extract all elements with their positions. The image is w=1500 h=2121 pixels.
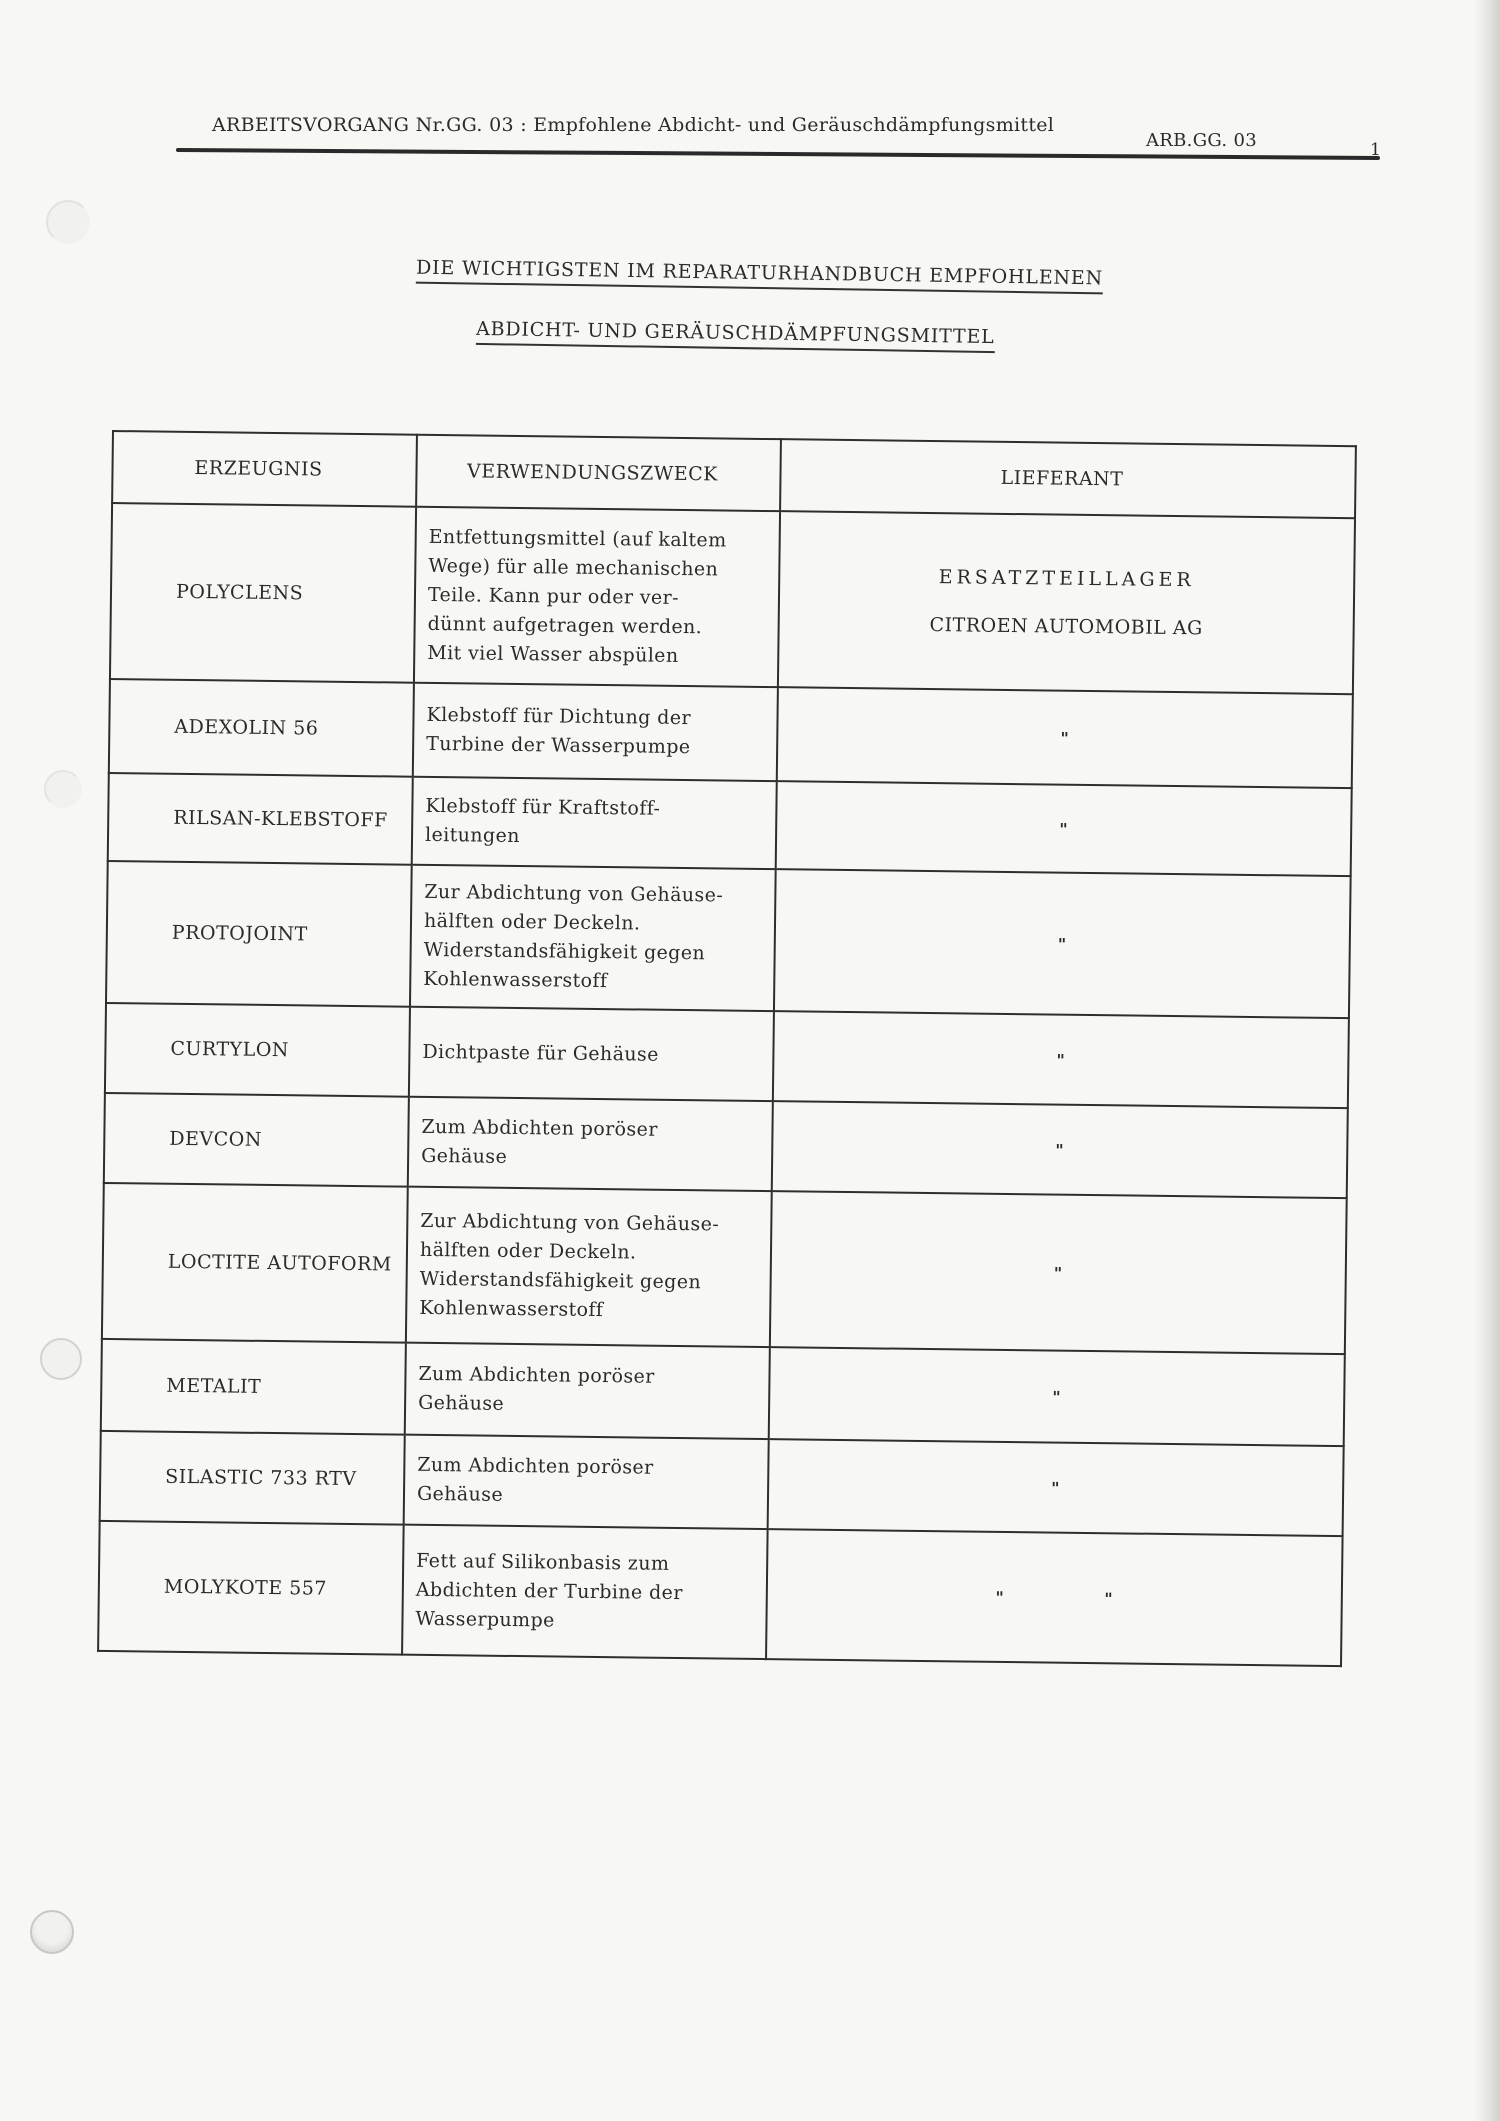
column-header-supplier: LIEFERANT xyxy=(780,439,1356,518)
punch-hole xyxy=(30,1910,74,1954)
purpose-line: Kohlenwasserstoff xyxy=(419,1296,604,1322)
purpose-cell xyxy=(404,1435,769,1529)
punch-hole xyxy=(46,200,90,244)
product-name: RILSAN-KLEBSTOFF xyxy=(108,773,413,865)
purpose-line: Wege) für alle mechanischen xyxy=(428,554,719,580)
purpose-cell xyxy=(413,683,778,781)
ditto-mark: " xyxy=(1060,728,1070,748)
table-row xyxy=(104,1093,1348,1198)
table-row xyxy=(108,773,1352,876)
table-row xyxy=(105,1003,1349,1108)
purpose-cell xyxy=(412,777,777,869)
purpose-line: Fett auf Silikonbasis zum xyxy=(416,1549,670,1575)
product-name: DEVCON xyxy=(104,1093,409,1187)
product-name: PROTOJOINT xyxy=(106,861,412,1007)
purpose-line: Dichtpaste für Gehäuse xyxy=(422,1040,659,1066)
products-table-wrapper xyxy=(97,430,1357,1683)
purpose-line: Wasserpumpe xyxy=(415,1607,555,1631)
purpose-line: Teile. Kann pur oder ver- xyxy=(427,583,680,609)
purpose-line: Entfettungsmittel (auf kaltem xyxy=(428,525,727,552)
products-table xyxy=(97,430,1357,1667)
punch-hole xyxy=(40,1338,82,1380)
purpose-line: Gehäuse xyxy=(418,1391,505,1415)
ditto-mark: " xyxy=(1059,819,1069,839)
ditto-mark: " xyxy=(1055,1140,1065,1160)
header-code: ARB.GG. 03 xyxy=(1146,130,1257,151)
product-name: MOLYKOTE 557 xyxy=(98,1521,404,1655)
supplier-cell xyxy=(776,781,1352,876)
purpose-cell xyxy=(409,1007,774,1101)
supplier-cell xyxy=(772,1101,1348,1198)
ditto-mark: " xyxy=(1053,1263,1063,1283)
purpose-line: Kohlenwasserstoff xyxy=(423,967,608,993)
ditto-mark: " xyxy=(995,1587,1005,1607)
supplier-cell xyxy=(774,869,1351,1018)
purpose-cell xyxy=(406,1187,772,1347)
purpose-cell xyxy=(410,865,776,1011)
purpose-line: Widerstandsfähigkeit gegen xyxy=(423,938,706,965)
ditto-mark: " xyxy=(1056,1050,1066,1070)
ditto-mark: " xyxy=(1057,934,1067,954)
ditto-mark: " xyxy=(1052,1387,1062,1407)
purpose-line: Klebstoff für Kraftstoff- xyxy=(425,794,661,820)
table-row xyxy=(100,1431,1344,1536)
purpose-line: dünnt aufgetragen werden. xyxy=(427,612,703,638)
supplier-cell xyxy=(777,687,1353,788)
purpose-line: Zur Abdichtung von Gehäuse- xyxy=(424,880,724,907)
ditto-mark: " xyxy=(1051,1478,1061,1498)
supplier-line2: CITROEN AUTOMOBIL AG xyxy=(929,614,1203,640)
purpose-cell xyxy=(414,507,780,687)
purpose-line: hälften oder Deckeln. xyxy=(423,909,641,935)
purpose-cell xyxy=(402,1525,768,1659)
product-name: METALIT xyxy=(101,1339,406,1435)
purpose-line: Zum Abdichten poröser xyxy=(418,1362,655,1388)
header-operation-title: ARBEITSVORGANG Nr.GG. 03 : Empfohlene Abdicht- und Geräuschdämpfungsmittel xyxy=(212,114,1055,136)
table-row xyxy=(109,679,1353,788)
page-edge-shadow xyxy=(1474,0,1500,2121)
product-name: SILASTIC 733 RTV xyxy=(100,1431,405,1525)
purpose-line: Zur Abdichtung von Gehäuse- xyxy=(420,1209,720,1236)
column-header-product: ERZEUGNIS xyxy=(112,431,417,507)
purpose-line: Gehäuse xyxy=(421,1144,508,1168)
product-name: POLYCLENS xyxy=(110,503,416,683)
purpose-line: Widerstandsfähigkeit gegen xyxy=(419,1267,702,1294)
product-name: ADEXOLIN 56 xyxy=(109,679,414,777)
purpose-line: hälften oder Deckeln. xyxy=(419,1238,637,1264)
supplier-cell xyxy=(768,1439,1344,1536)
purpose-line: Zum Abdichten poröser xyxy=(421,1115,658,1141)
purpose-line: Klebstoff für Dichtung der xyxy=(426,703,692,730)
table-row xyxy=(106,861,1351,1018)
column-header-purpose: VERWENDUNGSZWECK xyxy=(416,435,781,511)
supplier-cell xyxy=(769,1347,1345,1446)
purpose-line: Abdichten der Turbine der xyxy=(415,1578,683,1604)
supplier-cell xyxy=(773,1011,1349,1108)
ditto-mark: " xyxy=(1104,1589,1114,1609)
page-number: 1 xyxy=(1370,140,1382,160)
page-header xyxy=(212,110,1382,160)
purpose-cell xyxy=(408,1097,773,1191)
purpose-line: Gehäuse xyxy=(416,1482,504,1506)
table-row xyxy=(101,1339,1345,1446)
purpose-line: leitungen xyxy=(424,823,520,848)
product-name: LOCTITE AUTOFORM xyxy=(102,1183,408,1343)
purpose-line: Zum Abdichten poröser xyxy=(417,1453,654,1479)
supplier-cell xyxy=(766,1529,1343,1666)
purpose-line: Turbine der Wasserpumpe xyxy=(426,732,691,759)
table-row xyxy=(98,1521,1342,1666)
purpose-line: Mit viel Wasser abspülen xyxy=(427,641,679,667)
supplier-cell xyxy=(770,1191,1347,1354)
purpose-cell xyxy=(405,1343,770,1439)
table-row xyxy=(110,503,1355,694)
table-row xyxy=(102,1183,1347,1354)
supplier-cell xyxy=(778,511,1355,694)
document-title-line2: ABDICHT- UND GERÄUSCHDÄMPFUNGSMITTEL xyxy=(476,318,995,353)
supplier-line1: ERSATZTEILLAGER xyxy=(938,566,1195,592)
document-title-line1: DIE WICHTIGSTEN IM REPARATURHANDBUCH EMPFOHLENEN xyxy=(416,257,1103,295)
product-name: CURTYLON xyxy=(105,1003,410,1097)
punch-hole xyxy=(44,770,82,808)
